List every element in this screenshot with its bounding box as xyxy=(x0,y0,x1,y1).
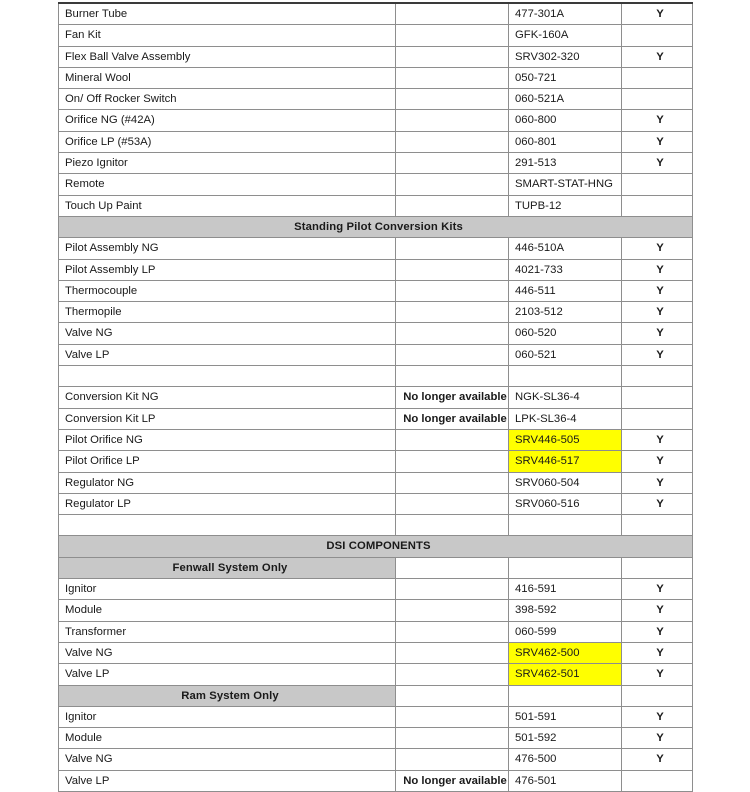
cell-availability-note xyxy=(396,600,509,621)
cell-part-number: 446-511 xyxy=(509,280,622,301)
cell-part-number: 501-591 xyxy=(509,706,622,727)
cell-availability-note xyxy=(396,621,509,642)
cell-in-stock: Y xyxy=(622,664,693,685)
cell-in-stock: Y xyxy=(622,3,693,25)
cell-description: Ignitor xyxy=(59,706,396,727)
cell-description: Valve NG xyxy=(59,749,396,770)
cell-availability-note xyxy=(396,195,509,216)
cell-part-number: SRV462-500 xyxy=(509,642,622,663)
cell-availability-note xyxy=(396,429,509,450)
cell-description: Piezo Ignitor xyxy=(59,153,396,174)
cell-in-stock xyxy=(622,408,693,429)
cell-description: Conversion Kit NG xyxy=(59,387,396,408)
cell-in-stock: Y xyxy=(622,131,693,152)
cell-availability-note xyxy=(396,280,509,301)
cell-availability-note: No longer available xyxy=(396,408,509,429)
cell-part-number: 477-301A xyxy=(509,3,622,25)
cell-in-stock xyxy=(622,387,693,408)
cell-description: Module xyxy=(59,600,396,621)
cell-availability-note xyxy=(396,664,509,685)
table-row xyxy=(59,770,693,791)
cell-description: Ignitor xyxy=(59,579,396,600)
cell-availability-note xyxy=(396,302,509,323)
cell-part-number: NGK-SL36-4 xyxy=(509,387,622,408)
parts-list-body xyxy=(59,3,693,791)
cell-availability-note xyxy=(396,493,509,514)
cell-description: Valve LP xyxy=(59,664,396,685)
table-row xyxy=(59,451,693,472)
cell-in-stock: Y xyxy=(622,749,693,770)
section-header-row xyxy=(59,557,693,578)
cell-description: Valve NG xyxy=(59,323,396,344)
table-row xyxy=(59,579,693,600)
cell-availability-note xyxy=(396,131,509,152)
cell-description: Fan Kit xyxy=(59,25,396,46)
cell-part-number: 060-521 xyxy=(509,344,622,365)
cell-part xyxy=(509,557,622,578)
cell-availability-note xyxy=(396,153,509,174)
table-row xyxy=(59,621,693,642)
cell-availability-note xyxy=(396,110,509,131)
cell-part-number: GFK-160A xyxy=(509,25,622,46)
table-row xyxy=(59,344,693,365)
cell-description: Transformer xyxy=(59,621,396,642)
cell-in-stock: Y xyxy=(622,259,693,280)
cell-in-stock: Y xyxy=(622,579,693,600)
cell-in-stock: Y xyxy=(622,429,693,450)
section-header-row xyxy=(59,536,693,557)
section-header-label: DSI COMPONENTS xyxy=(59,536,693,557)
cell-description: Burner Tube xyxy=(59,3,396,25)
table-row xyxy=(59,238,693,259)
cell-stock xyxy=(622,685,693,706)
cell-description: Thermocouple xyxy=(59,280,396,301)
cell-description: Valve LP xyxy=(59,344,396,365)
cell-part-number: SRV462-501 xyxy=(509,664,622,685)
cell-availability-note xyxy=(396,579,509,600)
cell-availability-note: No longer available xyxy=(396,387,509,408)
cell-part-number: 050-721 xyxy=(509,67,622,88)
table-row xyxy=(59,387,693,408)
table-row xyxy=(59,259,693,280)
cell-part xyxy=(509,685,622,706)
table-row xyxy=(59,153,693,174)
cell-description: Regulator LP xyxy=(59,493,396,514)
cell-part-number: SRV446-505 xyxy=(509,429,622,450)
table-row xyxy=(59,493,693,514)
cell-in-stock xyxy=(622,89,693,110)
cell-in-stock: Y xyxy=(622,110,693,131)
table-row xyxy=(59,323,693,344)
cell-part-number: SMART-STAT-HNG xyxy=(509,174,622,195)
cell-availability-note xyxy=(396,238,509,259)
cell-part xyxy=(509,366,622,387)
table-row xyxy=(59,302,693,323)
cell-in-stock xyxy=(622,25,693,46)
cell-in-stock: Y xyxy=(622,642,693,663)
parts-list-table xyxy=(58,2,693,792)
table-row xyxy=(59,706,693,727)
table-row xyxy=(59,46,693,67)
cell-stock xyxy=(622,557,693,578)
table-row xyxy=(59,749,693,770)
cell-description: Thermopile xyxy=(59,302,396,323)
cell-in-stock: Y xyxy=(622,323,693,344)
cell-description: Pilot Assembly NG xyxy=(59,238,396,259)
cell-in-stock xyxy=(622,195,693,216)
cell-description: On/ Off Rocker Switch xyxy=(59,89,396,110)
cell-in-stock: Y xyxy=(622,706,693,727)
spacer-row xyxy=(59,366,693,387)
cell-part-number: 060-801 xyxy=(509,131,622,152)
cell-part-number: 060-520 xyxy=(509,323,622,344)
cell-note xyxy=(396,366,509,387)
cell-part-number: 476-500 xyxy=(509,749,622,770)
cell-part-number: 476-501 xyxy=(509,770,622,791)
section-header-label: Fenwall System Only xyxy=(59,557,396,578)
cell-stock xyxy=(622,515,693,536)
table-row xyxy=(59,664,693,685)
cell-desc xyxy=(59,366,396,387)
cell-in-stock: Y xyxy=(622,344,693,365)
cell-description: Flex Ball Valve Assembly xyxy=(59,46,396,67)
cell-availability-note xyxy=(396,344,509,365)
cell-in-stock: Y xyxy=(622,472,693,493)
cell-availability-note xyxy=(396,706,509,727)
cell-note xyxy=(396,685,509,706)
table-row xyxy=(59,67,693,88)
table-row xyxy=(59,131,693,152)
cell-availability-note: No longer available xyxy=(396,770,509,791)
table-row xyxy=(59,472,693,493)
cell-part-number: 291-513 xyxy=(509,153,622,174)
table-row xyxy=(59,408,693,429)
cell-part-number: 501-592 xyxy=(509,728,622,749)
section-header-row xyxy=(59,216,693,237)
cell-description: Valve LP xyxy=(59,770,396,791)
cell-in-stock: Y xyxy=(622,302,693,323)
cell-part-number: 060-521A xyxy=(509,89,622,110)
cell-in-stock: Y xyxy=(622,728,693,749)
cell-in-stock: Y xyxy=(622,451,693,472)
cell-part-number: 4021-733 xyxy=(509,259,622,280)
cell-in-stock xyxy=(622,770,693,791)
cell-in-stock xyxy=(622,67,693,88)
cell-part-number: LPK-SL36-4 xyxy=(509,408,622,429)
cell-availability-note xyxy=(396,642,509,663)
cell-availability-note xyxy=(396,472,509,493)
cell-description: Pilot Orifice LP xyxy=(59,451,396,472)
cell-desc xyxy=(59,515,396,536)
table-row xyxy=(59,174,693,195)
cell-description: Mineral Wool xyxy=(59,67,396,88)
cell-description: Pilot Orifice NG xyxy=(59,429,396,450)
cell-in-stock xyxy=(622,174,693,195)
cell-availability-note xyxy=(396,728,509,749)
cell-availability-note xyxy=(396,89,509,110)
table-row xyxy=(59,110,693,131)
cell-in-stock: Y xyxy=(622,238,693,259)
cell-part-number: SRV060-516 xyxy=(509,493,622,514)
cell-part-number: SRV302-320 xyxy=(509,46,622,67)
section-header-label: Ram System Only xyxy=(59,685,396,706)
cell-description: Touch Up Paint xyxy=(59,195,396,216)
cell-description: Regulator NG xyxy=(59,472,396,493)
cell-part xyxy=(509,515,622,536)
cell-in-stock: Y xyxy=(622,153,693,174)
table-row xyxy=(59,195,693,216)
cell-note xyxy=(396,515,509,536)
cell-in-stock: Y xyxy=(622,600,693,621)
table-row xyxy=(59,728,693,749)
table-row xyxy=(59,600,693,621)
table-row xyxy=(59,280,693,301)
cell-in-stock: Y xyxy=(622,621,693,642)
cell-part-number: TUPB-12 xyxy=(509,195,622,216)
section-header-label: Standing Pilot Conversion Kits xyxy=(59,216,693,237)
table-row xyxy=(59,3,693,25)
cell-description: Conversion Kit LP xyxy=(59,408,396,429)
cell-description: Orifice LP (#53A) xyxy=(59,131,396,152)
cell-availability-note xyxy=(396,323,509,344)
table-row xyxy=(59,642,693,663)
cell-description: Pilot Assembly LP xyxy=(59,259,396,280)
cell-in-stock: Y xyxy=(622,280,693,301)
cell-availability-note xyxy=(396,3,509,25)
cell-part-number: 446-510A xyxy=(509,238,622,259)
cell-part-number: 060-599 xyxy=(509,621,622,642)
cell-description: Orifice NG (#42A) xyxy=(59,110,396,131)
cell-availability-note xyxy=(396,259,509,280)
cell-availability-note xyxy=(396,46,509,67)
cell-description: Module xyxy=(59,728,396,749)
table-row xyxy=(59,89,693,110)
cell-note xyxy=(396,557,509,578)
cell-part-number: 398-592 xyxy=(509,600,622,621)
cell-part-number: 2103-512 xyxy=(509,302,622,323)
cell-availability-note xyxy=(396,174,509,195)
cell-availability-note xyxy=(396,67,509,88)
section-header-row xyxy=(59,685,693,706)
cell-part-number: SRV060-504 xyxy=(509,472,622,493)
cell-availability-note xyxy=(396,451,509,472)
cell-in-stock: Y xyxy=(622,493,693,514)
cell-description: Remote xyxy=(59,174,396,195)
table-row xyxy=(59,25,693,46)
cell-description: Valve NG xyxy=(59,642,396,663)
cell-availability-note xyxy=(396,749,509,770)
cell-part-number: SRV446-517 xyxy=(509,451,622,472)
cell-stock xyxy=(622,366,693,387)
cell-part-number: 060-800 xyxy=(509,110,622,131)
table-row xyxy=(59,429,693,450)
cell-availability-note xyxy=(396,25,509,46)
spacer-row xyxy=(59,515,693,536)
cell-part-number: 416-591 xyxy=(509,579,622,600)
cell-in-stock: Y xyxy=(622,46,693,67)
